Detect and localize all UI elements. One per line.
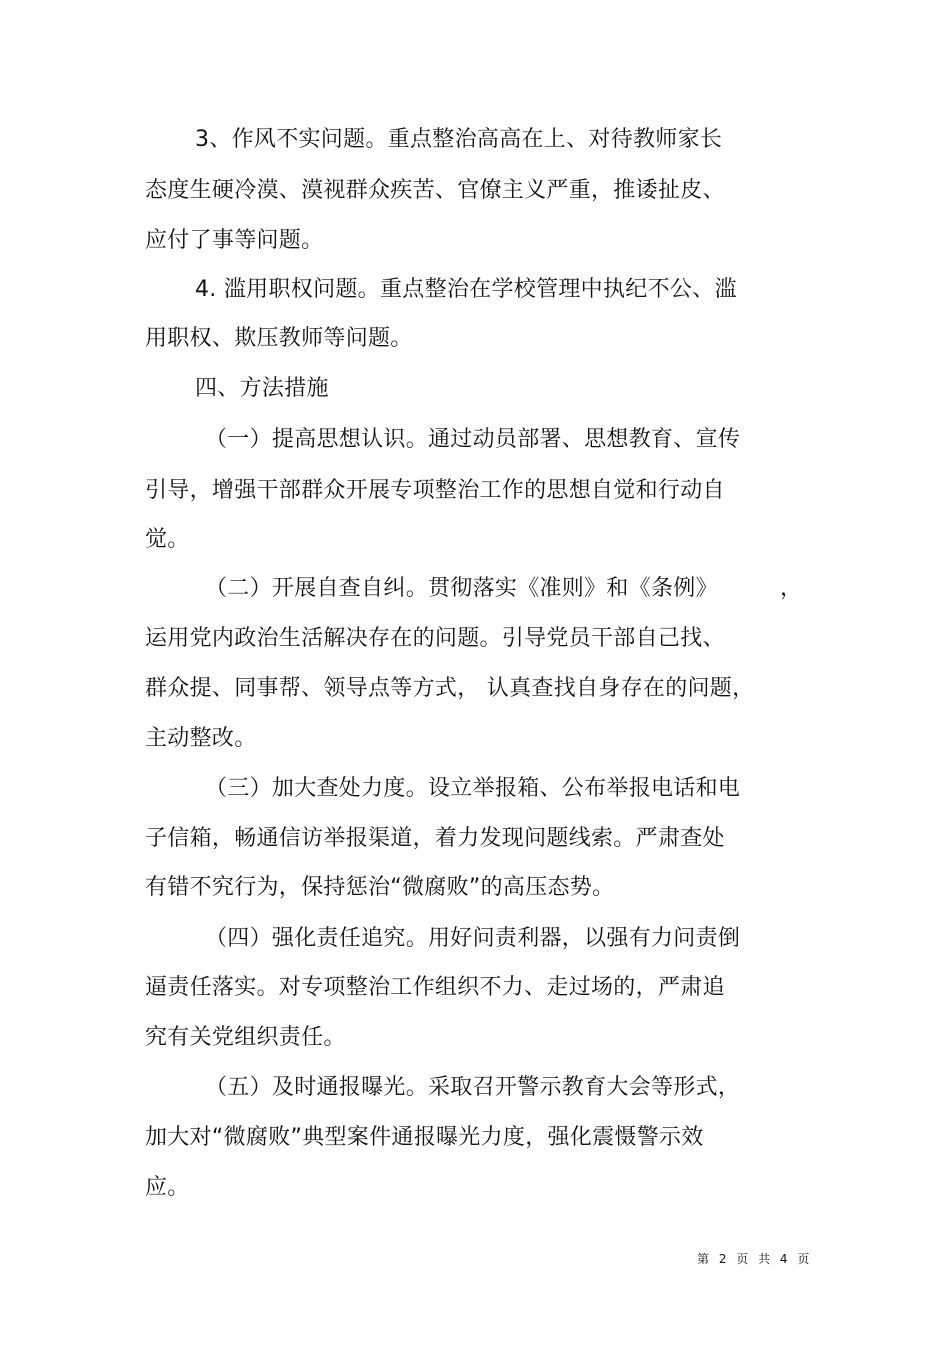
paragraph-line: 觉。 <box>145 527 190 552</box>
paragraph-line: 逼责任落实。对专项整治工作组织不力、走过场的，严肃追 <box>145 975 725 1000</box>
paragraph-line: 加大对“微腐败”典型案件通报曝光力度，强化震慑警示效 <box>145 1125 704 1150</box>
stray-comma: ， <box>780 576 803 601</box>
paragraph-line: 应付了事等问题。 <box>145 228 324 253</box>
paragraph-line: （四）强化责任追究。用好问责利器，以强有力问责倒 <box>205 926 741 951</box>
paragraph-line: 主动整改。 <box>145 726 257 751</box>
paragraph-line: 用职权、欺压教师等问题。 <box>145 326 413 351</box>
paragraph-line: 态度生硬冷漠、漠视群众疾苦、官僚主义严重，推诿扯皮、 <box>145 178 725 203</box>
paragraph-line: 子信箱，畅通信访举报渠道，着力发现问题线索。严肃查处 <box>145 826 725 851</box>
paragraph-line: 引导，增强干部群众开展专项整治工作的思想自觉和行动自 <box>145 478 725 503</box>
section-heading: 四、方法措施 <box>195 376 329 401</box>
paragraph-line: 群众提、同事帮、领导点等方式， 认真查找自身存在的问题， <box>145 676 755 701</box>
paragraph-line: （五）及时通报曝光。采取召开警示教育大会等形式， <box>205 1075 741 1100</box>
paragraph-line: （二）开展自查自纠。贯彻落实《准则》和《条例》 <box>205 576 718 601</box>
paragraph-line: 究有关党组织责任。 <box>145 1025 346 1050</box>
paragraph-line: 3、作风不实问题。重点整治高高在上、对待教师家长 <box>195 127 723 152</box>
page-number-footer: 第 2 页 共 4 页 <box>697 1252 813 1266</box>
paragraph-line: 运用党内政治生活解决存在的问题。引导党员干部自己找、 <box>145 626 725 651</box>
paragraph-line: 应。 <box>145 1175 190 1200</box>
paragraph-line: 4. 滥用职权问题。重点整治在学校管理中执纪不公、滥 <box>195 277 737 302</box>
paragraph-line: （一）提高思想认识。通过动员部署、思想教育、宣传 <box>205 427 741 452</box>
paragraph-line: （三）加大查处力度。设立举报箱、公布举报电话和电 <box>205 776 741 801</box>
paragraph-line: 有错不究行为，保持惩治“微腐败”的高压态势。 <box>145 875 615 900</box>
